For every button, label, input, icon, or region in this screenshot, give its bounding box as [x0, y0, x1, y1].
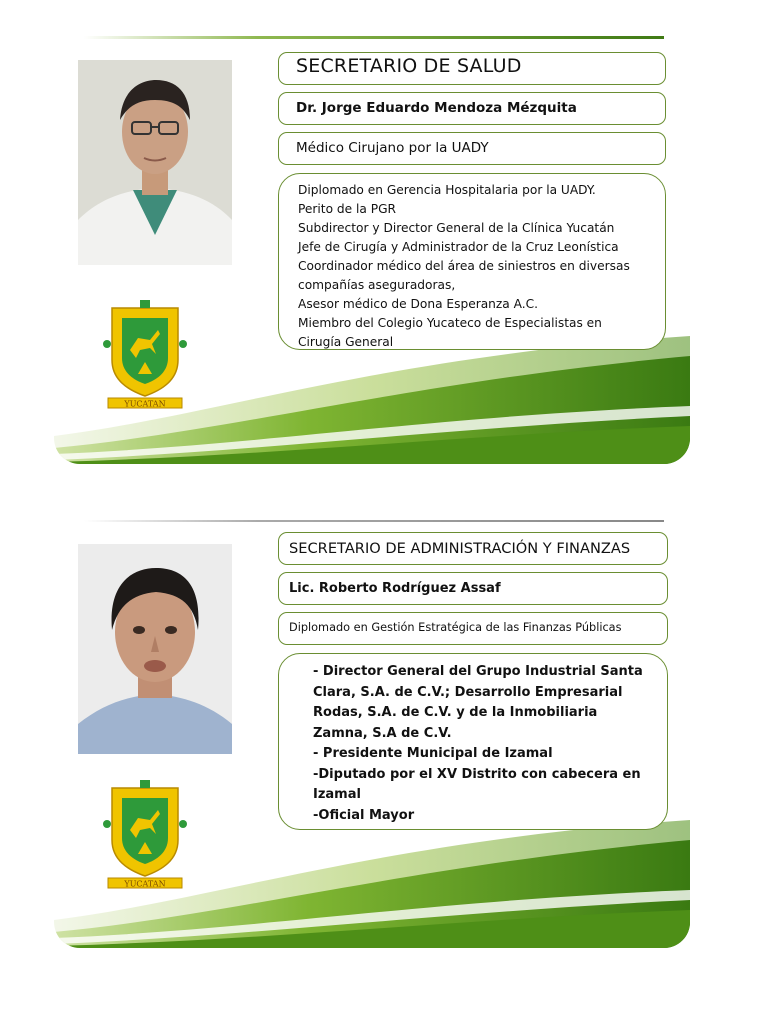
person-name: Lic. Roberto Rodríguez Assaf	[289, 581, 501, 596]
career-details-box	[278, 173, 666, 350]
detail-line: Jefe de Cirugía y Administrador de la Cruz Leonística	[298, 240, 619, 254]
detail-line: -Diputado por el XV Distrito con cabecera en	[313, 766, 641, 782]
detail-line: - Director General del Grupo Industrial Santa	[313, 664, 643, 679]
detail-line: Izamal	[313, 787, 361, 802]
career-details-box	[278, 653, 668, 830]
position-title-box	[278, 52, 666, 85]
person-name-box	[278, 572, 668, 605]
degree-text: Diplomado en Gestión Estratégica de las Finanzas Públicas	[289, 621, 622, 634]
svg-text:YUCATAN: YUCATAN	[124, 399, 166, 409]
detail-line: compañías aseguradoras,	[298, 278, 456, 292]
detail-line: Clara, S.A. de C.V.; Desarrollo Empresarial	[313, 684, 623, 700]
degree-box	[278, 612, 668, 645]
detail-line: Subdirector y Director General de la Clínica Yucatán	[298, 221, 615, 235]
portrait-photo	[78, 60, 232, 265]
yucatan-coat-of-arms-icon	[102, 298, 188, 410]
detail-line: -Oficial Mayor	[313, 807, 415, 823]
detail-line: Coordinador médico del área de siniestros en diversas	[298, 259, 630, 273]
position-title-box	[278, 532, 668, 565]
profile-card-health	[54, 36, 690, 464]
person-name: Dr. Jorge Eduardo Mendoza Mézquita	[296, 100, 577, 116]
detail-line: Rodas, S.A. de C.V. y de la Inmobiliaria	[313, 705, 598, 720]
detail-line: Perito de la PGR	[298, 202, 397, 216]
detail-line: Asesor médico de Dona Esperanza A.C.	[298, 297, 539, 311]
detail-line: Zamna, S.A de C.V.	[313, 725, 452, 741]
profile-card-finance	[54, 520, 690, 948]
portrait-photo	[78, 544, 232, 754]
career-details	[298, 181, 630, 352]
yucatan-coat-of-arms-icon	[102, 778, 188, 890]
detail-line: Diplomado en Gerencia Hospitalaria por la UADY.	[298, 183, 596, 197]
detail-line: Miembro del Colegio Yucateco de Especialistas en	[298, 316, 602, 330]
position-title: SECRETARIO DE ADMINISTRACIÓN Y FINANZAS	[289, 540, 631, 557]
detail-line: Cirugía General	[298, 335, 394, 349]
degree-text: Médico Cirujano por la UADY	[296, 140, 489, 156]
person-name-box	[278, 92, 666, 125]
career-details	[313, 662, 643, 826]
degree-box	[278, 132, 666, 165]
svg-text:YUCATAN: YUCATAN	[124, 879, 166, 889]
detail-line: - Presidente Municipal de Izamal	[313, 746, 553, 761]
position-title: SECRETARIO DE SALUD	[296, 55, 522, 77]
